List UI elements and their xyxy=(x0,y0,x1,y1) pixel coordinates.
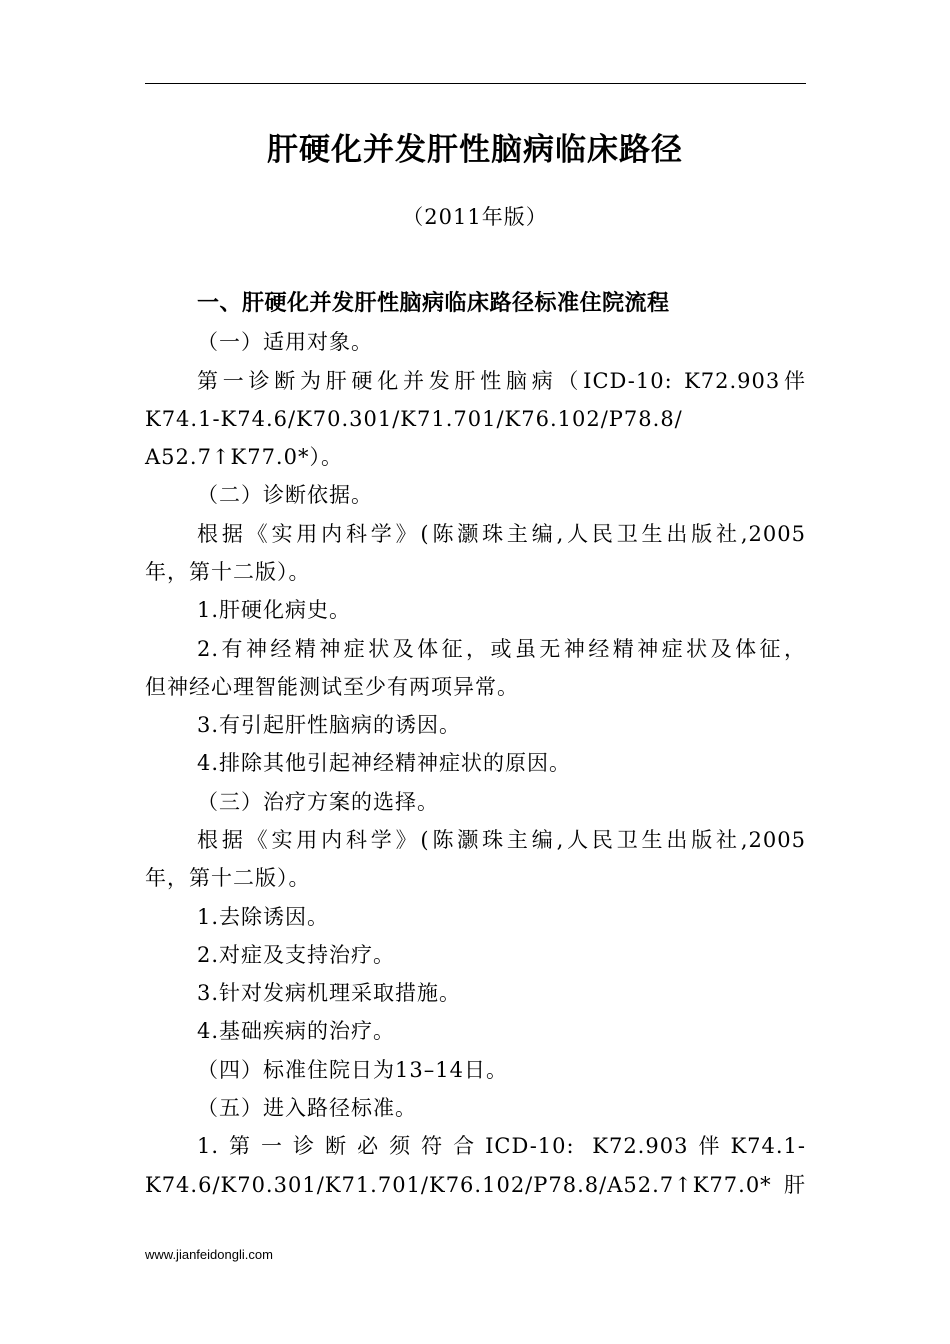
subsection-heading: （一）适用对象。 xyxy=(197,330,373,354)
paragraph-line: 根据《实用内科学》(陈灏珠主编,人民卫生出版社,2005 xyxy=(197,828,806,852)
list-item: 4.基础疾病的治疗。 xyxy=(197,1019,396,1043)
paragraph-line: 但神经心理智能测试至少有两项异常。 xyxy=(145,675,519,699)
subsection-heading: （二）诊断依据。 xyxy=(197,483,373,507)
paragraph-line: K74.1-K74.6/K70.301/K71.701/K76.102/P78.8/ xyxy=(145,407,683,431)
list-item: 1.去除诱因。 xyxy=(197,905,330,929)
paragraph-line: 年，第十二版）。 xyxy=(145,866,311,890)
subsection-heading: （三）治疗方案的选择。 xyxy=(197,790,439,814)
subsection-heading: （五）进入路径标准。 xyxy=(197,1096,417,1120)
paragraph-line: 根据《实用内科学》(陈灏珠主编,人民卫生出版社,2005 xyxy=(197,522,806,546)
list-item: 3.针对发病机理采取措施。 xyxy=(197,981,462,1005)
document-subtitle: （2011年版） xyxy=(402,205,548,229)
list-item: 2.对症及支持治疗。 xyxy=(197,943,396,967)
list-item: 3.有引起肝性脑病的诱因。 xyxy=(197,713,462,737)
paragraph-line: 年，第十二版）。 xyxy=(145,560,311,584)
paragraph-line: A52.7↑K77.0*）。 xyxy=(145,445,343,469)
footer-url: www.jianfeidongli.com xyxy=(145,1247,273,1262)
subsection-heading: （四）标准住院日为13–14日。 xyxy=(197,1058,508,1082)
list-item: 1.肝硬化病史。 xyxy=(197,598,352,622)
paragraph-line: 第一诊断为肝硬化并发肝性脑病（ICD-10: K72.903伴 xyxy=(197,369,806,393)
list-item: 2.有神经精神症状及体征，或虽无神经精神症状及体征， xyxy=(197,637,806,661)
section-heading: 一、肝硬化并发肝性脑病临床路径标准住院流程 xyxy=(197,291,670,316)
list-item: 4.排除其他引起神经精神症状的原因。 xyxy=(197,751,572,775)
paragraph-line: K74.6/K70.301/K71.701/K76.102/P78.8/A52.7↑K77.0* 肝 xyxy=(145,1173,806,1197)
document-title: 肝硬化并发肝性脑病临床路径 xyxy=(267,132,683,168)
header-rule xyxy=(145,83,806,84)
list-item: 1.第一诊断必须符合ICD-10: K72.903伴K74.1- xyxy=(197,1134,806,1158)
